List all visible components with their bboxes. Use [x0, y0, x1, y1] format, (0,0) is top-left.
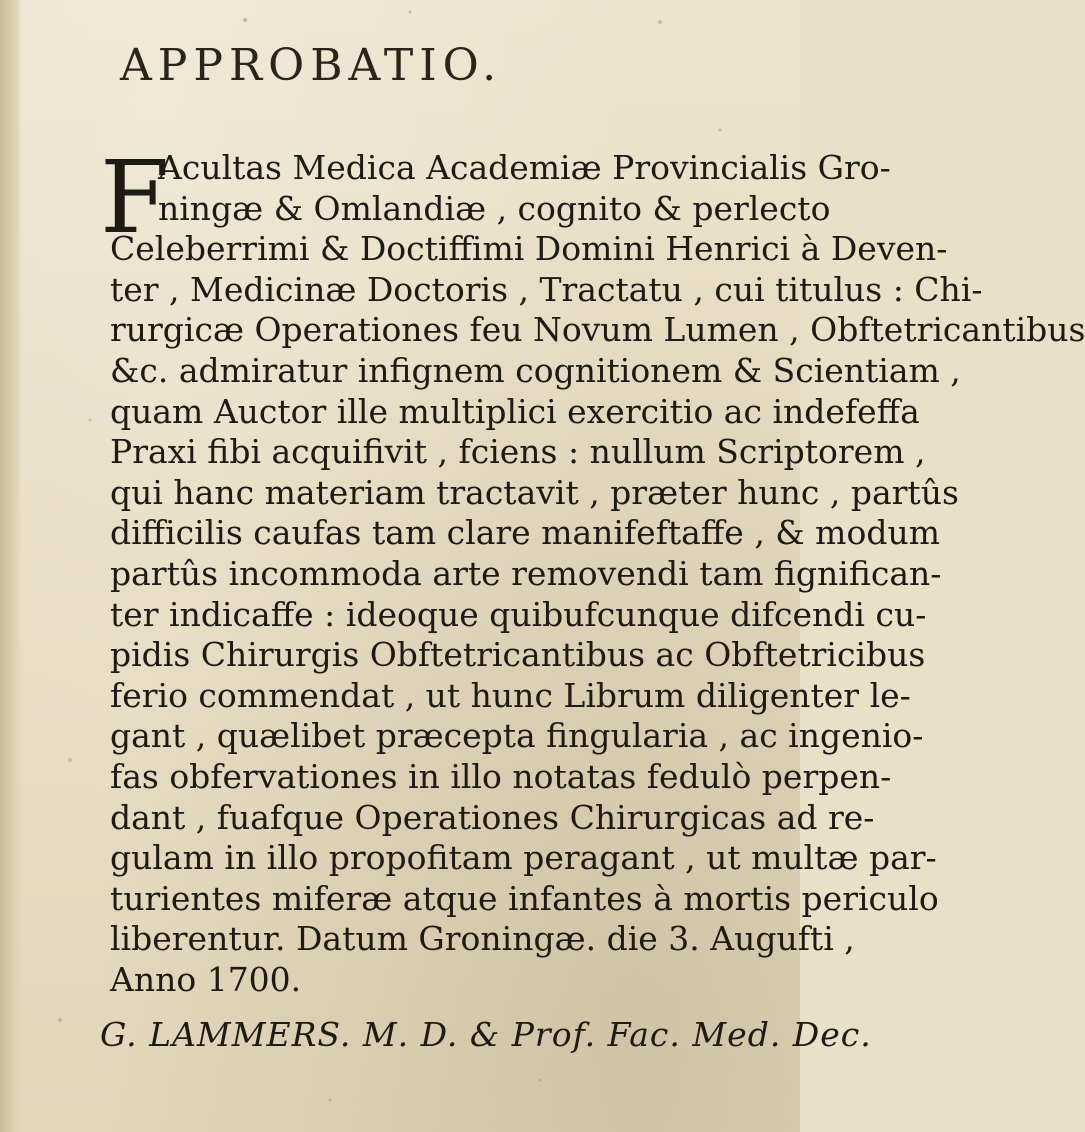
- approbation-text: [110, 148, 1085, 1000]
- text-line-8: Praxi fibi acquifivit , fciens : nullum Scriptorem ,: [110, 432, 926, 472]
- text-line-16: fas obfervationes in illo notatas fedulò perpen-: [110, 756, 892, 796]
- text-line-3: Celeberrimi & Doctiffimi Domini Henrici à Deven-: [110, 229, 948, 269]
- text-line-2: ningæ & Omlandiæ , cognito & perlecto: [158, 188, 831, 228]
- text-line-21: Anno 1700.: [110, 959, 302, 999]
- text-line-7: quam Auctor ille multiplici exercitio ac indefeffa: [110, 391, 920, 431]
- text-line-6: &c. admiratur infignem cognitionem & Scientiam ,: [110, 350, 961, 390]
- drop-cap-initial: F: [100, 139, 170, 256]
- text-line-14: ferio commendat , ut hunc Librum diligenter le-: [110, 675, 911, 715]
- text-line-18: gulam in illo propofitam peragant , ut multæ par-: [110, 838, 937, 878]
- text-line-9: qui hanc materiam tractavit , præter hunc , partûs: [110, 472, 959, 512]
- page-edge-shadow: [0, 0, 22, 1132]
- text-line-20: liberentur. Datum Groningæ. die 3. Augufti ,: [110, 919, 855, 959]
- text-line-15: gant , quælibet præcepta fingularia , ac ingenio-: [110, 716, 924, 756]
- text-line-19: turientes miferæ atque infantes à mortis periculo: [110, 878, 939, 918]
- text-line-5: rurgicæ Operationes feu Novum Lumen , Obftetricantibus: [110, 310, 1085, 350]
- text-line-1: Acultas Medica Academiæ Provincialis Gro-: [158, 148, 891, 187]
- text-line-17: dant , fuafque Operationes Chirurgicas ad re-: [110, 797, 875, 837]
- text-line-11: partûs incommoda arte removendi tam fignifican-: [110, 553, 942, 593]
- page-heading: APPROBATIO.: [120, 40, 503, 91]
- text-line-10: difficilis caufas tam clare manifeftaffe , & modum: [110, 513, 940, 553]
- text-line-13: pidis Chirurgis Obftetricantibus ac Obftetricibus: [110, 635, 926, 675]
- text-line-4: ter , Medicinæ Doctoris , Tractatu , cui titulus : Chi-: [110, 269, 983, 309]
- signature-line: G. LAMMERS. M. D. & Prof. Fac. Med. Dec.: [100, 1015, 872, 1054]
- text-line-12: ter indicaffe : ideoque quibufcunque difcendi cu-: [110, 594, 927, 634]
